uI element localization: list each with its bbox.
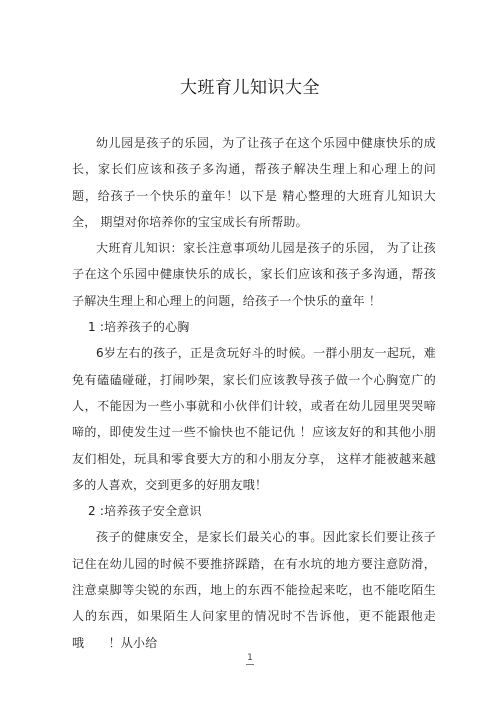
section-2-text: 孩子的健康安全，是家长们最关心的事。因此家长们要让孩子记住在幼儿园的时候不要推挤踩踏，在有水坑的地方要注意防滑，注意桌脚等尖锐的东西，地上的东西不能捡起来吃，也不能吃陌生人的东西，如果陌生人问家里的情况时不告诉他，更不能跟他走哦 ！从小给 [72, 530, 436, 650]
document-title: 大班育儿知识大全 [180, 78, 320, 98]
section-1-heading: 1 :培养孩子的心胸 [88, 320, 190, 335]
page-number: 1 [247, 653, 253, 663]
document-body [72, 130, 436, 656]
notice-paragraph: 大班育儿知识：家长注意事项幼儿园是孩子的乐园， 为了让孩子在这个乐园中健康快乐的成长，家长们应该和孩子多沟通，帮孩子解决生理上和心理上的问题，给孩子一个快乐的童年 ！ [72, 241, 436, 308]
page-footer [0, 652, 500, 665]
section-2-heading: 2 :培养孩子安全意识 [88, 504, 202, 519]
section-1-text: 6岁左右的孩子，正是贪玩好斗的时候。一群小朋友一起玩，难免有磕磕碰碰，打闹吵架，家长们应该教导孩子做一个心胸宽广的人，不能因为一些小事就和小伙伴们计较，或者在幼儿园里哭哭啼啼的，即使发生过一些不愉快也不能记仇 ！应该友好的和其他小朋友们相处，玩具和零食要大方的和小朋友分享， 这样才能被越来越多的人喜欢，交到更多的好朋友哦！ [72, 346, 436, 492]
intro-paragraph: 幼儿园是孩子的乐园，为了让孩子在这个乐园中健康快乐的成长，家长们应该和孩子多沟通，帮孩子解决生理上和心理上的问题，给孩子一个快乐的童年！以下是 精心整理的大班育儿知识大全， 期望对你培养你的宝宝成长有所帮助。 [72, 136, 436, 229]
